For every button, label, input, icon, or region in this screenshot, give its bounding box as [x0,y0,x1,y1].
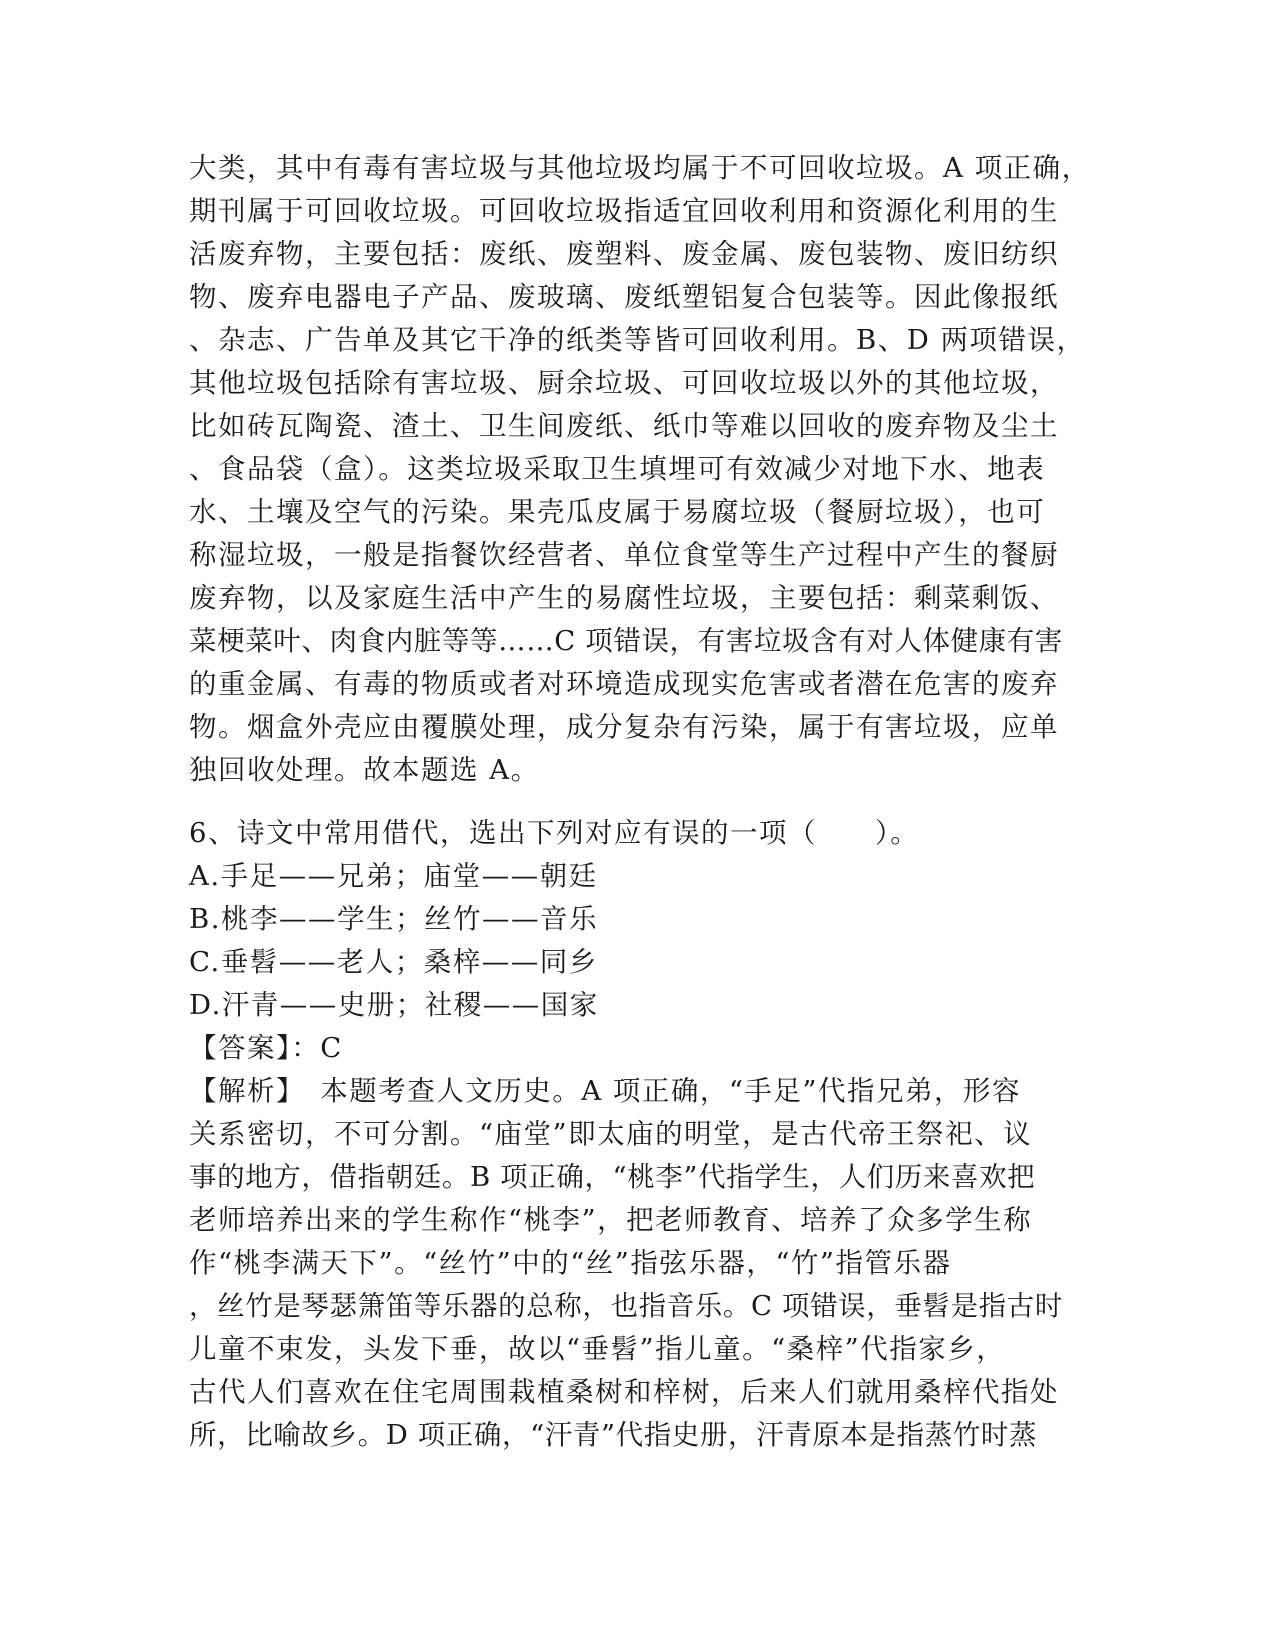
text-line: 菜梗菜叶、肉食内脏等等……C 项错误，有害垃圾含有对人体健康有害 [189,625,1063,657]
analysis-line: 作“桃李满天下”。“丝竹”中的“丝”指弦乐器，“竹”指管乐器 [189,1247,952,1279]
text-line: 水、土壤及空气的污染。果壳瓜皮属于易腐垃圾（餐厨垃圾），也可 [189,496,1046,528]
question-6 [189,812,1089,1457]
option-a: A.手足——兄弟；庙堂——朝廷 [189,860,598,892]
text-line: 的重金属、有毒的物质或者对环境造成现实危害或者潜在危害的废弃 [189,668,1059,700]
text-line: 称湿垃圾，一般是指餐饮经营者、单位食堂等生产过程中产生的餐厨 [189,539,1059,571]
answer-line: 【答案】：C [189,1032,343,1064]
question-stem: 6、诗文中常用借代，选出下列对应有误的一项（ ）。 [189,817,920,849]
option-b: B.桃李——学生；丝竹——音乐 [189,903,598,935]
analysis-line: 老师培养出来的学生称作“桃李”，把老师教育、培养了众多学生称 [189,1204,1033,1236]
analysis-line: ，丝竹是琴瑟箫笛等乐器的总称，也指音乐。C 项错误，垂髫是指古时 [189,1290,1063,1322]
text-line: 独回收处理。故本题选 A。 [189,754,540,786]
analysis-line: 所，比喻故乡。D 项正确，“汗青”代指史册，汗青原本是指蒸竹时蒸 [189,1419,1038,1451]
option-d: D.汗青——史册；社稷——国家 [189,989,599,1021]
text-line: 、杂志、广告单及其它干净的纸类等皆可回收利用。B、D 两项错误， [189,324,1086,356]
analysis-line: 儿童不束发，头发下垂，故以“垂髫”指儿童。“桑梓”代指家乡， [189,1333,1006,1365]
text-line: 、食品袋（盒）。这类垃圾采取卫生填埋可有效减少对地下水、地表 [189,453,1046,485]
option-c: C.垂髫——老人；桑梓——同乡 [189,946,598,978]
analysis-line: 关系密切，不可分割。“庙堂”即太庙的明堂，是古代帝王祭祀、议 [189,1118,1033,1150]
analysis-line: 古代人们喜欢在住宅周围栽植桑树和梓树，后来人们就用桑梓代指处 [189,1376,1059,1408]
text-line: 物。烟盒外壳应由覆膜处理，成分复杂有污染，属于有害垃圾，应单 [189,711,1059,743]
explanation-q5 [189,147,1089,792]
text-line: 废弃物，以及家庭生活中产生的易腐性垃圾，主要包括：剩菜剩饭、 [189,582,1059,614]
analysis-line: 事的地方，借指朝廷。B 项正确，“桃李”代指学生，人们历来喜欢把 [189,1161,1036,1193]
text-line: 活废弃物，主要包括：废纸、废塑料、废金属、废包装物、废旧纺织 [189,238,1059,270]
text-line: 期刊属于可回收垃圾。可回收垃圾指适宜回收利用和资源化利用的生 [189,195,1059,227]
analysis-line: 【解析】 本题考查人文历史。A 项正确，“手足”代指兄弟，形容 [189,1075,1021,1107]
text-line: 大类，其中有毒有害垃圾与其他垃圾均属于不可回收垃圾。A 项正确， [189,152,1091,184]
text-line: 比如砖瓦陶瓷、渣土、卫生间废纸、纸巾等难以回收的废弃物及尘土 [189,410,1059,442]
text-line: 其他垃圾包括除有害垃圾、厨余垃圾、可回收垃圾以外的其他垃圾， [189,367,1059,399]
text-line: 物、废弃电器电子产品、废玻璃、废纸塑铝复合包装等。因此像报纸 [189,281,1059,313]
